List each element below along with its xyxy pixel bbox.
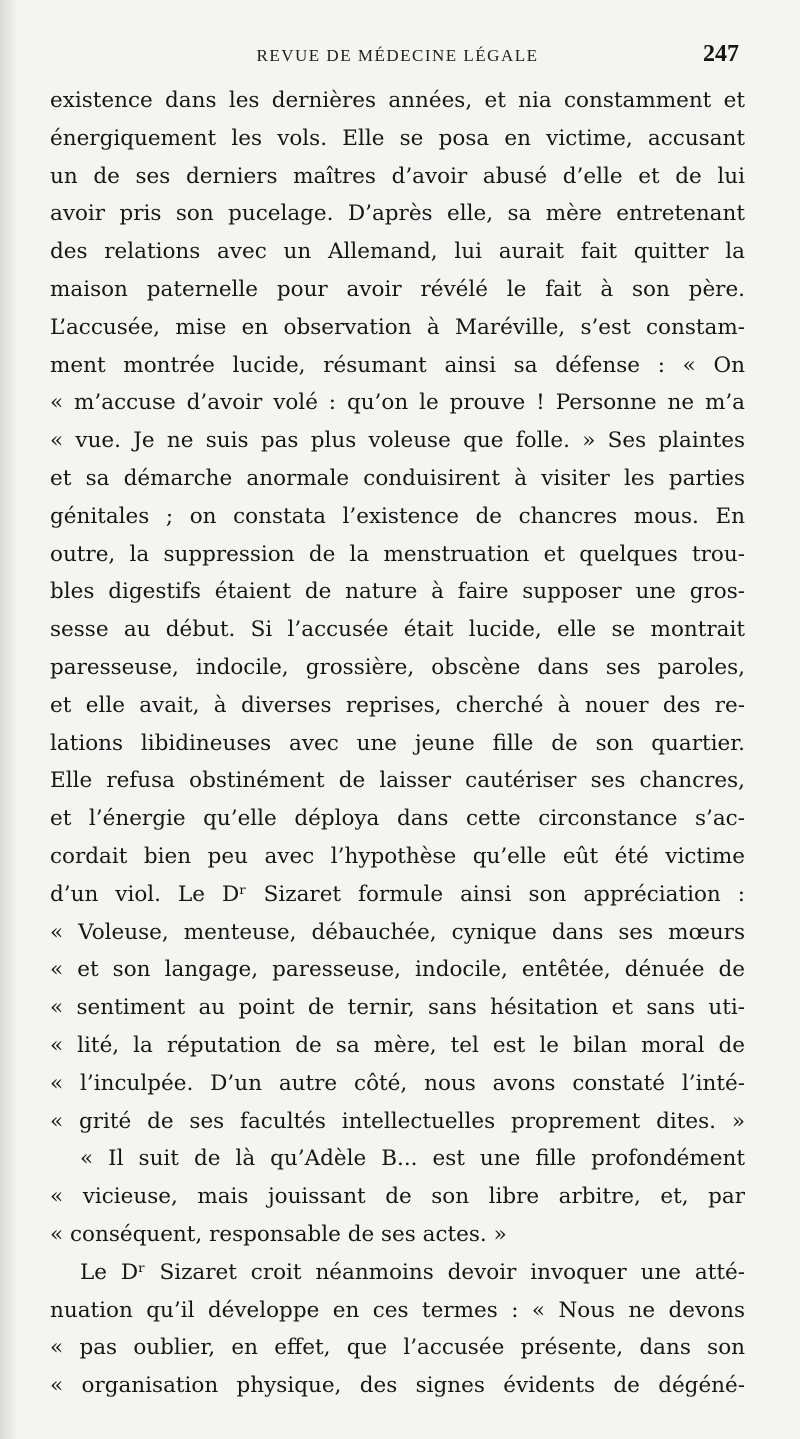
page-number: 247	[703, 41, 739, 67]
text-line: « grité de ses facultés intellectuelles proprement dites. »	[50, 1108, 745, 1134]
text-line: des relations avec un Allemand, lui aurait fait quitter la	[50, 239, 745, 265]
text-line: avoir pris son pucelage. D’après elle, sa mère entretenant	[50, 201, 745, 227]
page-binding-shadow	[0, 0, 18, 1439]
text-line: « Il suit de là qu’Adèle B... est une fille profondément	[80, 1146, 745, 1172]
text-line: et elle avait, à diverses reprises, cherché à nouer des re-	[50, 692, 745, 718]
text-line: « conséquent, responsable de ses actes. »	[50, 1221, 507, 1247]
text-line: Elle refusa obstinément de laisser cautériser ses chancres,	[50, 768, 745, 794]
text-line: cordait bien peu avec l’hypothèse qu’elle eût été victime	[50, 843, 745, 869]
text-line: « l’inculpée. D’un autre côté, nous avons constaté l’inté-	[50, 1070, 745, 1096]
text-line: sesse au début. Si l’accusée était lucide, elle se montrait	[50, 617, 745, 643]
text-line: « pas oublier, en effet, que l’accusée présente, dans son	[50, 1335, 745, 1361]
text-line: énergiquement les vols. Elle se posa en victime, accusant	[50, 125, 745, 151]
text-line: nuation qu’il développe en ces termes : « Nous ne devons	[50, 1297, 745, 1323]
text-line: et l’énergie qu’elle déploya dans cette circonstance s’ac-	[50, 806, 745, 832]
text-line: bles digestifs étaient de nature à faire supposer une gros-	[50, 579, 745, 605]
text-line: et sa démarche anormale conduisirent à visiter les parties	[50, 465, 745, 491]
text-line: « m’accuse d’avoir volé : qu’on le prouve ! Personne ne m’a	[50, 390, 745, 416]
body-text	[50, 82, 745, 1405]
text-line: « vicieuse, mais jouissant de son libre arbitre, et, par	[50, 1184, 745, 1210]
text-line: « vue. Je ne suis pas plus voleuse que folle. » Ses plaintes	[50, 428, 745, 454]
text-line: lations libidineuses avec une jeune fille de son quartier.	[50, 730, 745, 756]
text-line: un de ses derniers maîtres d’avoir abusé d’elle et de lui	[50, 163, 745, 189]
text-line: « Voleuse, menteuse, débauchée, cynique dans ses mœurs	[50, 919, 745, 945]
text-line: « organisation physique, des signes évidents de dégéné-	[50, 1373, 745, 1399]
text-line: génitales ; on constata l’existence de chancres mous. En	[50, 503, 745, 529]
text-line: « sentiment au point de ternir, sans hésitation et sans uti-	[50, 995, 745, 1021]
text-line: « lité, la réputation de sa mère, tel est le bilan moral de	[50, 1032, 745, 1058]
page-header	[50, 41, 745, 74]
text-line: existence dans les dernières années, et nia constamment et	[50, 88, 745, 113]
text-line: ment montrée lucide, résumant ainsi sa défense : « On	[50, 352, 745, 378]
text-line: « et son langage, paresseuse, indocile, entêtée, dénuée de	[50, 957, 745, 983]
text-line: paresseuse, indocile, grossière, obscène dans ses paroles,	[50, 654, 745, 680]
text-line: L’accusée, mise en observation à Maréville, s’est constam-	[50, 314, 745, 340]
text-line: outre, la suppression de la menstruation et quelques trou-	[50, 541, 745, 567]
running-title: REVUE DE MÉDECINE LÉGALE	[256, 46, 539, 65]
text-line: Le Dʳ Sizaret croit néanmoins devoir invoquer une atté-	[80, 1259, 745, 1285]
text-line: d’un viol. Le Dʳ Sizaret formule ainsi son appréciation :	[50, 881, 745, 907]
text-line: maison paternelle pour avoir révélé le fait à son père.	[50, 276, 745, 302]
